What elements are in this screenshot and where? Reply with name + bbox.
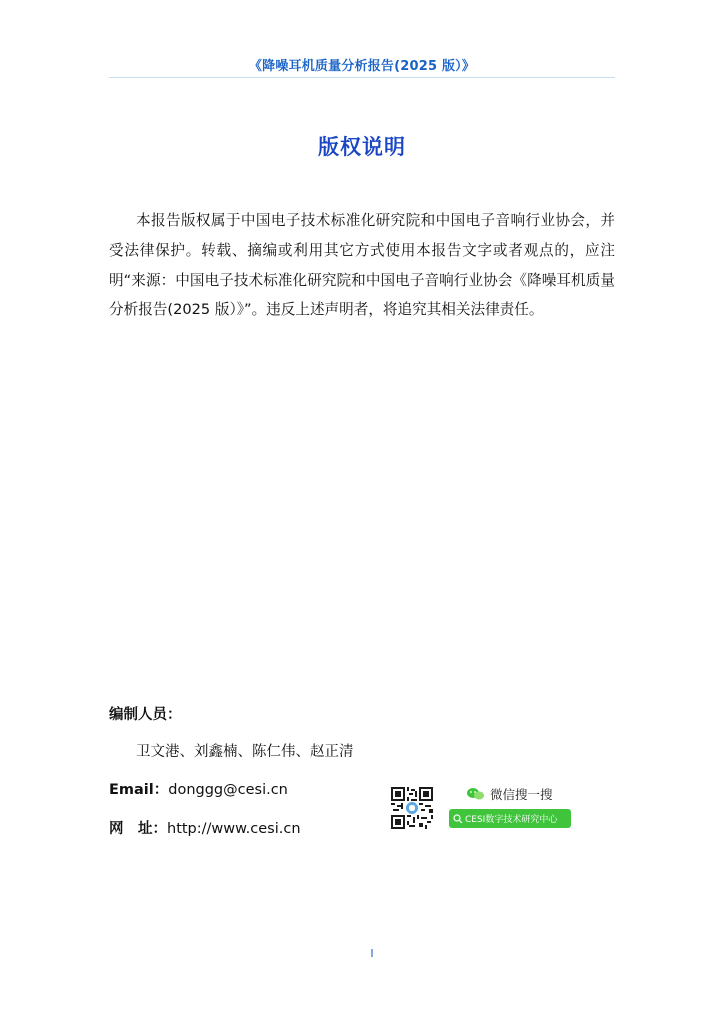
wechat-account-name: CESI数字技术研究中心 — [465, 815, 558, 825]
wechat-search-text: 微信搜一搜 — [490, 787, 553, 802]
website-link[interactable]: http://www.cesi.cn — [167, 821, 301, 837]
search-icon — [453, 814, 463, 824]
header-divider — [109, 77, 615, 78]
editors-names: 卫文港、刘鑫楠、陈仁伟、赵正清 — [136, 744, 354, 760]
running-header-title: 《降噪耳机质量分析报告(2025 版）》 — [248, 59, 476, 74]
email-value[interactable]: donggg@cesi.cn — [168, 782, 288, 798]
website-label: 网 址： — [109, 821, 167, 837]
page-number: I — [370, 947, 374, 960]
copyright-paragraph: 本报告版权属于中国电子技术标准化研究院和中国电子音响行业协会，并受法律保护。转载、摘编或利用其它方式使用本报告文字或者观点的，应注明“来源：中国电子技术标准化研究院和中国电子音响行业协会《降噪耳机质量分析报告(2025 版）》”。违反上述声明者，将追究其相关法律责任。 — [109, 212, 615, 319]
wechat-icon — [466, 787, 486, 801]
email-row — [109, 778, 288, 799]
website-row — [109, 817, 301, 838]
email-label: Email： — [109, 782, 169, 798]
page-title: 版权说明 — [318, 135, 406, 159]
wechat-search-label — [466, 785, 553, 803]
wechat-account-search-bar[interactable] — [449, 809, 571, 828]
qr-code-icon — [391, 787, 433, 829]
editors-heading: 编制人员： — [109, 707, 182, 723]
